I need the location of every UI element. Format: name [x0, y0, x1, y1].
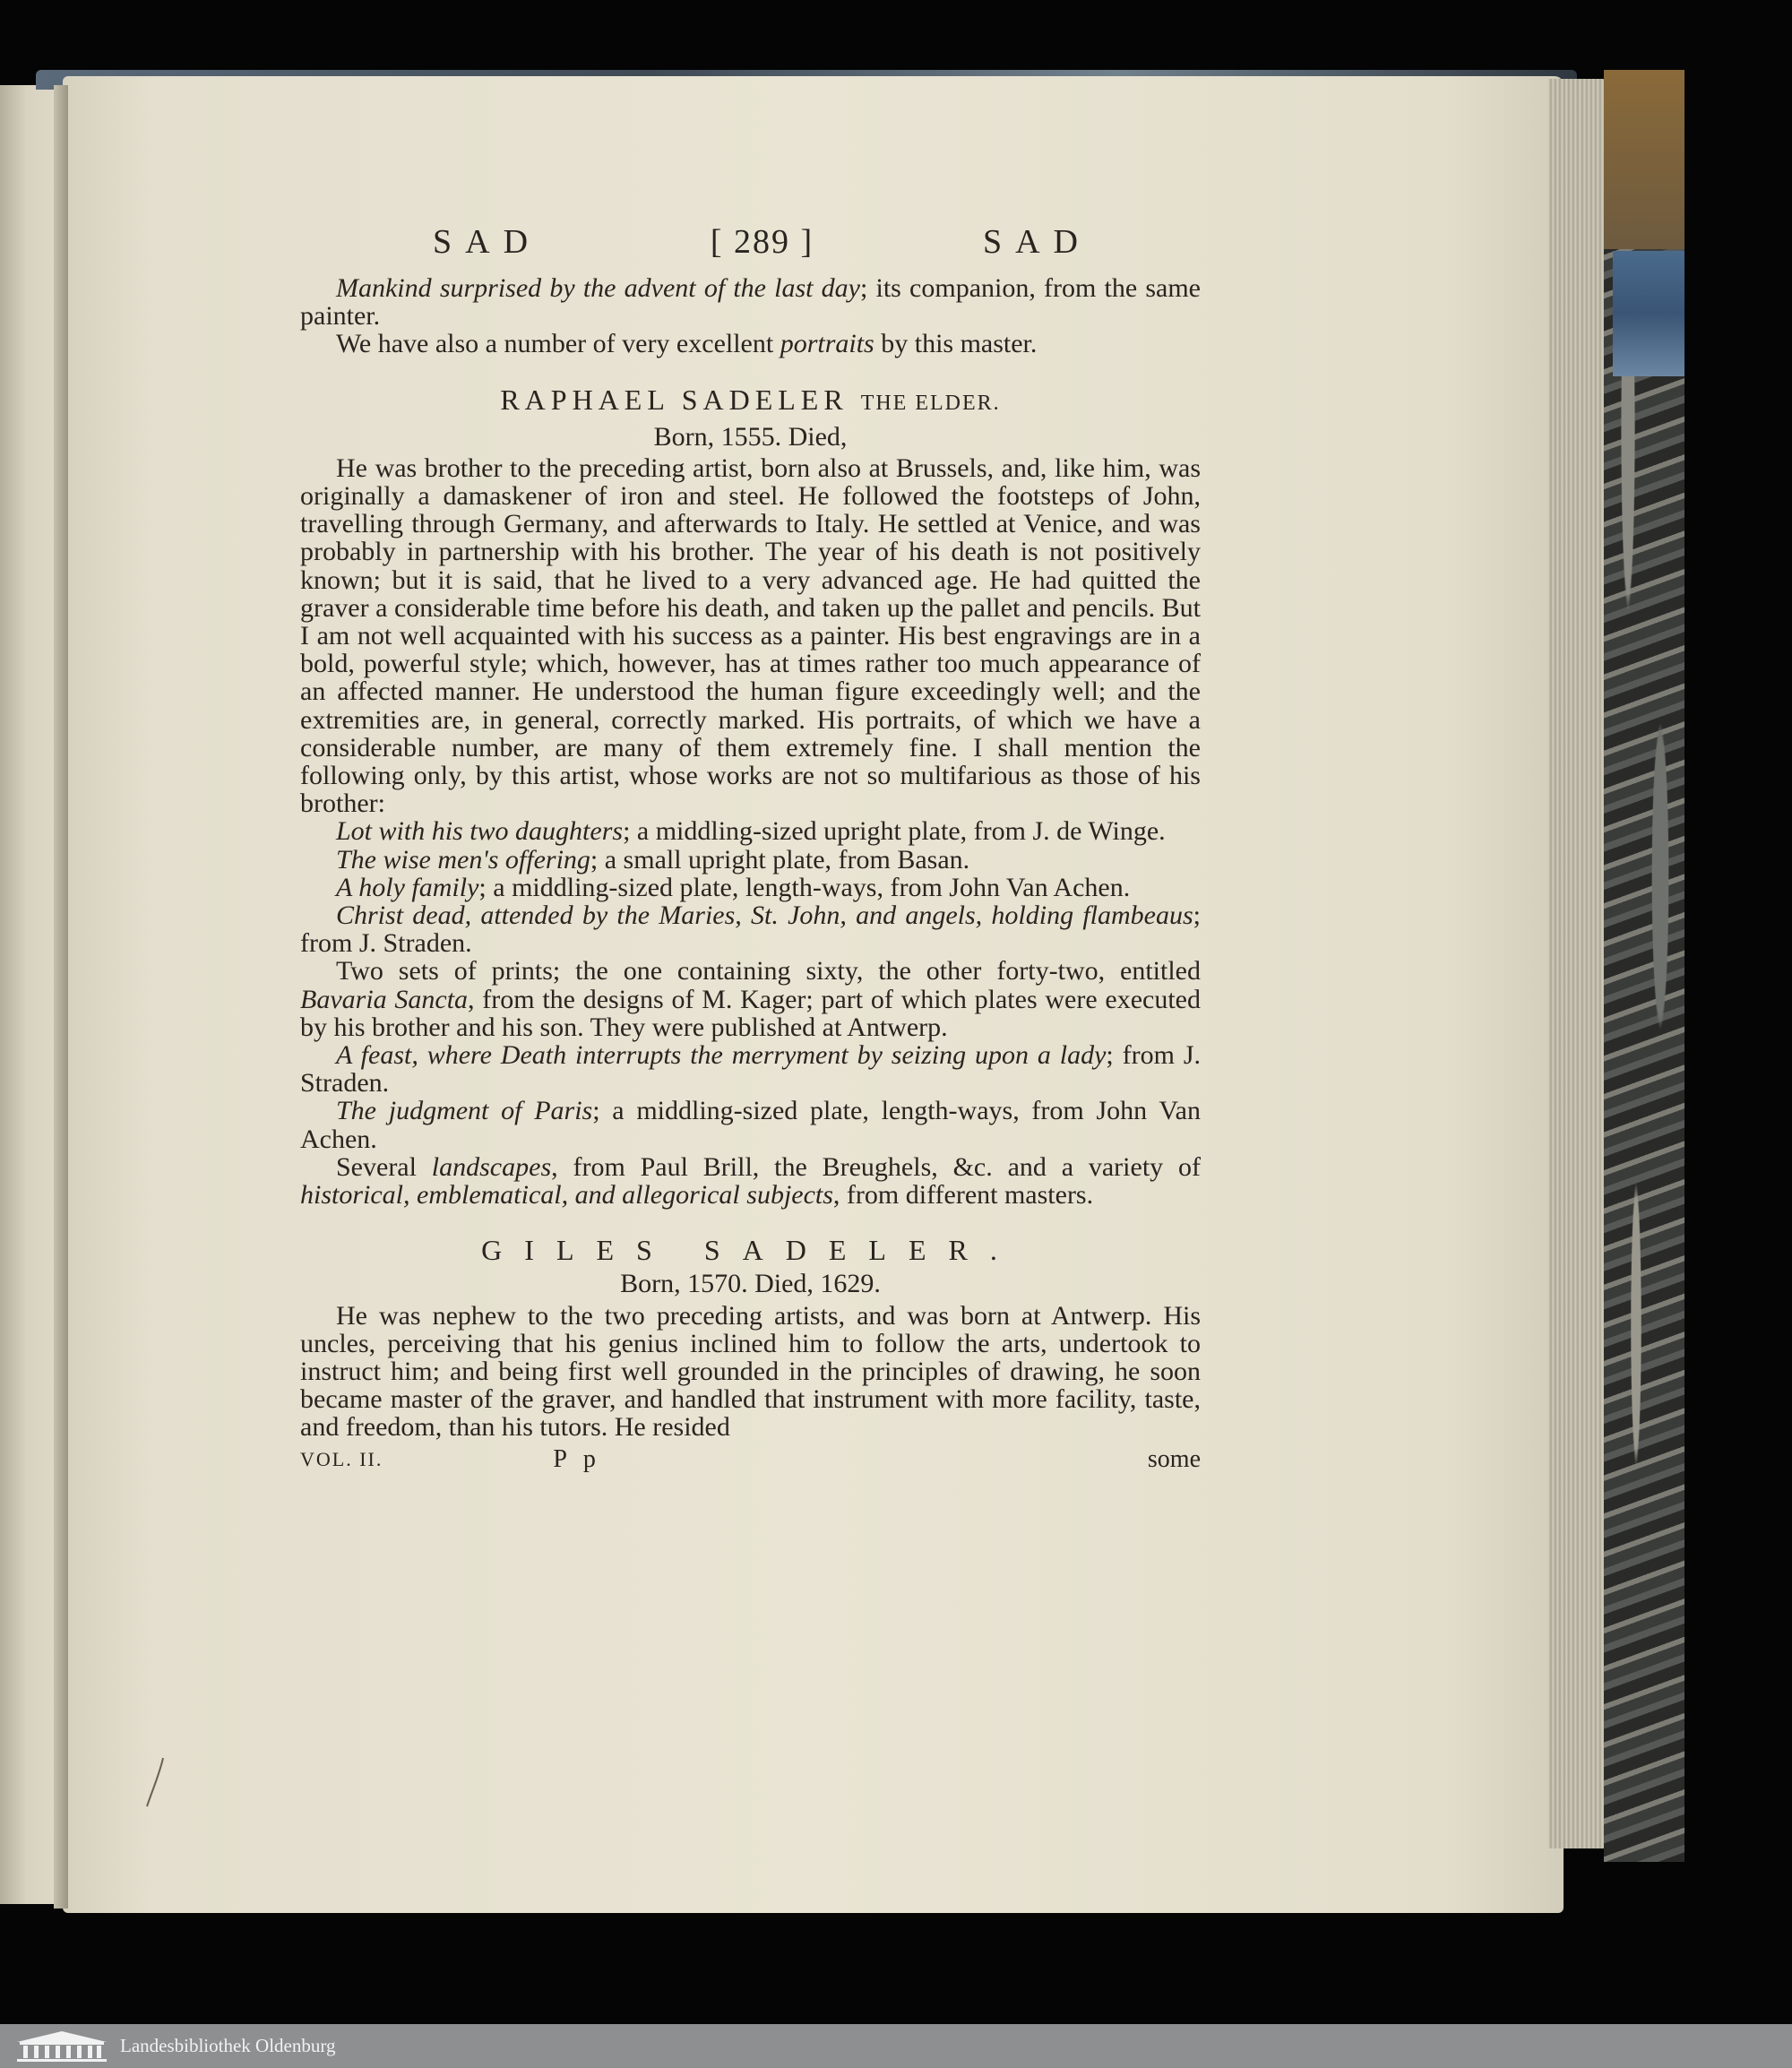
work-description: ; a middling-sized upright plate, from J. de Winge.	[623, 816, 1166, 847]
entry-dates: Born, 1555. Died,	[653, 421, 848, 452]
work-title: Bavaria Sancta	[300, 984, 469, 1014]
work-title: Christ dead, attended by the Maries, St. John, and angels, holding flambeaus	[336, 900, 1193, 931]
work-item	[300, 846, 1201, 874]
work-description: ; from J. Straden.	[300, 1040, 1202, 1099]
work-title: historical, emblematical, and allegorical subjects	[300, 1180, 833, 1211]
volume-label: VOL. II.	[300, 1447, 383, 1470]
work-item	[300, 901, 1201, 957]
gutter-shadow	[54, 85, 68, 1909]
entry-suffix: THE ELDER.	[860, 391, 1001, 415]
paragraph-text: ; its companion, from the same painter.	[300, 273, 1201, 332]
work-title: A holy family	[336, 872, 479, 902]
work-description: , from Paul Brill, the Breughels, &c. and a variety of	[551, 1151, 1201, 1182]
work-description: ; from J. Straden.	[300, 900, 1201, 959]
work-title: Mankind surprised by the advent of the last day	[336, 273, 860, 303]
library-building-icon	[13, 2029, 111, 2064]
work-description: Several	[336, 1151, 432, 1182]
entry-heading-giles: GILES SADELER.	[481, 1234, 1020, 1267]
work-description: Two sets of prints; the one containing sixty, the other forty-two, entitled	[336, 956, 1201, 987]
work-description: ; a middling-sized plate, length-ways, from John Van Achen.	[300, 1096, 1201, 1154]
page-footer	[300, 1445, 1201, 1473]
work-item	[300, 817, 1201, 845]
work-description: , from different masters.	[832, 1180, 1094, 1211]
work-title: Lot with his two daughters	[336, 816, 624, 847]
cover-blue-patch	[1613, 251, 1684, 376]
library-name: Landesbibliothek Oldenburg	[120, 2035, 336, 2056]
work-title: The judgment of Paris	[336, 1096, 593, 1126]
page-number: [ 289 ]	[710, 223, 814, 261]
signature-mark: P p	[553, 1444, 601, 1473]
entry-name: RAPHAEL SADELER	[500, 383, 849, 416]
work-description: ; a small upright plate, from Basan.	[590, 844, 970, 875]
pencil-mark	[143, 1756, 170, 1810]
work-description: ; a middling-sized plate, length-ways, from John Van Achen.	[478, 872, 1131, 902]
paragraph-text: We have also a number of very excellent	[336, 329, 780, 359]
running-head	[433, 222, 1091, 262]
running-head-right: SAD	[982, 223, 1091, 261]
work-title: A feast, where Death interrupts the merryment by seizing upon a lady	[336, 1040, 1107, 1071]
work-item	[300, 957, 1201, 1041]
work-description: , from the designs of M. Kager; part of which plates were executed by his brother and his son. They were published at Antwerp.	[300, 984, 1201, 1042]
opening-paragraph	[300, 330, 1201, 358]
work-item	[300, 1097, 1201, 1152]
running-head-left: SAD	[433, 223, 542, 261]
work-title: The wise men's offering	[336, 844, 590, 875]
leather-corner	[1604, 70, 1684, 249]
biography-paragraph: He was brother to the preceding artist, born also at Brussels, and, like him, was originally a damaskener of iron and steel. He followed the footsteps of John, travelling through Germany, and afterwards to Italy. He settled at Venice, and was probably in partnership with his brother. The year of his death is not positively known; but it is said, that he lived to a very advanced age. He had quitted the graver a considerable time before his death, and taken up the pallet and pencils. But I am not well acquainted with his success as a painter. His best engravings are in a bold, powerful style; which, however, has at times rather too much appearance of an affected manner. He understood the human figure exceedingly well; and the extremities are, in general, correctly marked. His portraits, of which we have a considerable number, are many of them extremely fine. I shall mention the following only, by this artist, whose works are not so multifarious as those of his brother:	[300, 452, 1201, 819]
work-title: portraits	[780, 329, 874, 359]
work-item	[300, 1153, 1201, 1209]
entry-dates: Born, 1570. Died, 1629.	[620, 1269, 881, 1299]
work-item	[300, 1041, 1201, 1097]
biography-paragraph: He was nephew to the two preceding artists, and was born at Antwerp. His uncles, perceiving that his genius inclined him to follow the arts, undertook to instruct him; and being first well grounded in the principles of drawing, he soon became master of the graver, and handled that instrument with more facility, taste, and freedom, than his tutors. He resided	[300, 1300, 1201, 1443]
entry-heading-raphael	[300, 383, 1201, 419]
opening-paragraph	[300, 274, 1201, 330]
page-edges-stack	[1548, 79, 1611, 1848]
catchword: some	[1147, 1444, 1201, 1473]
work-title: landscapes	[431, 1151, 552, 1182]
work-item	[300, 874, 1201, 901]
paragraph-text: by this master.	[874, 329, 1038, 359]
footer-bar	[0, 2024, 1792, 2068]
page-text	[300, 222, 1201, 1473]
